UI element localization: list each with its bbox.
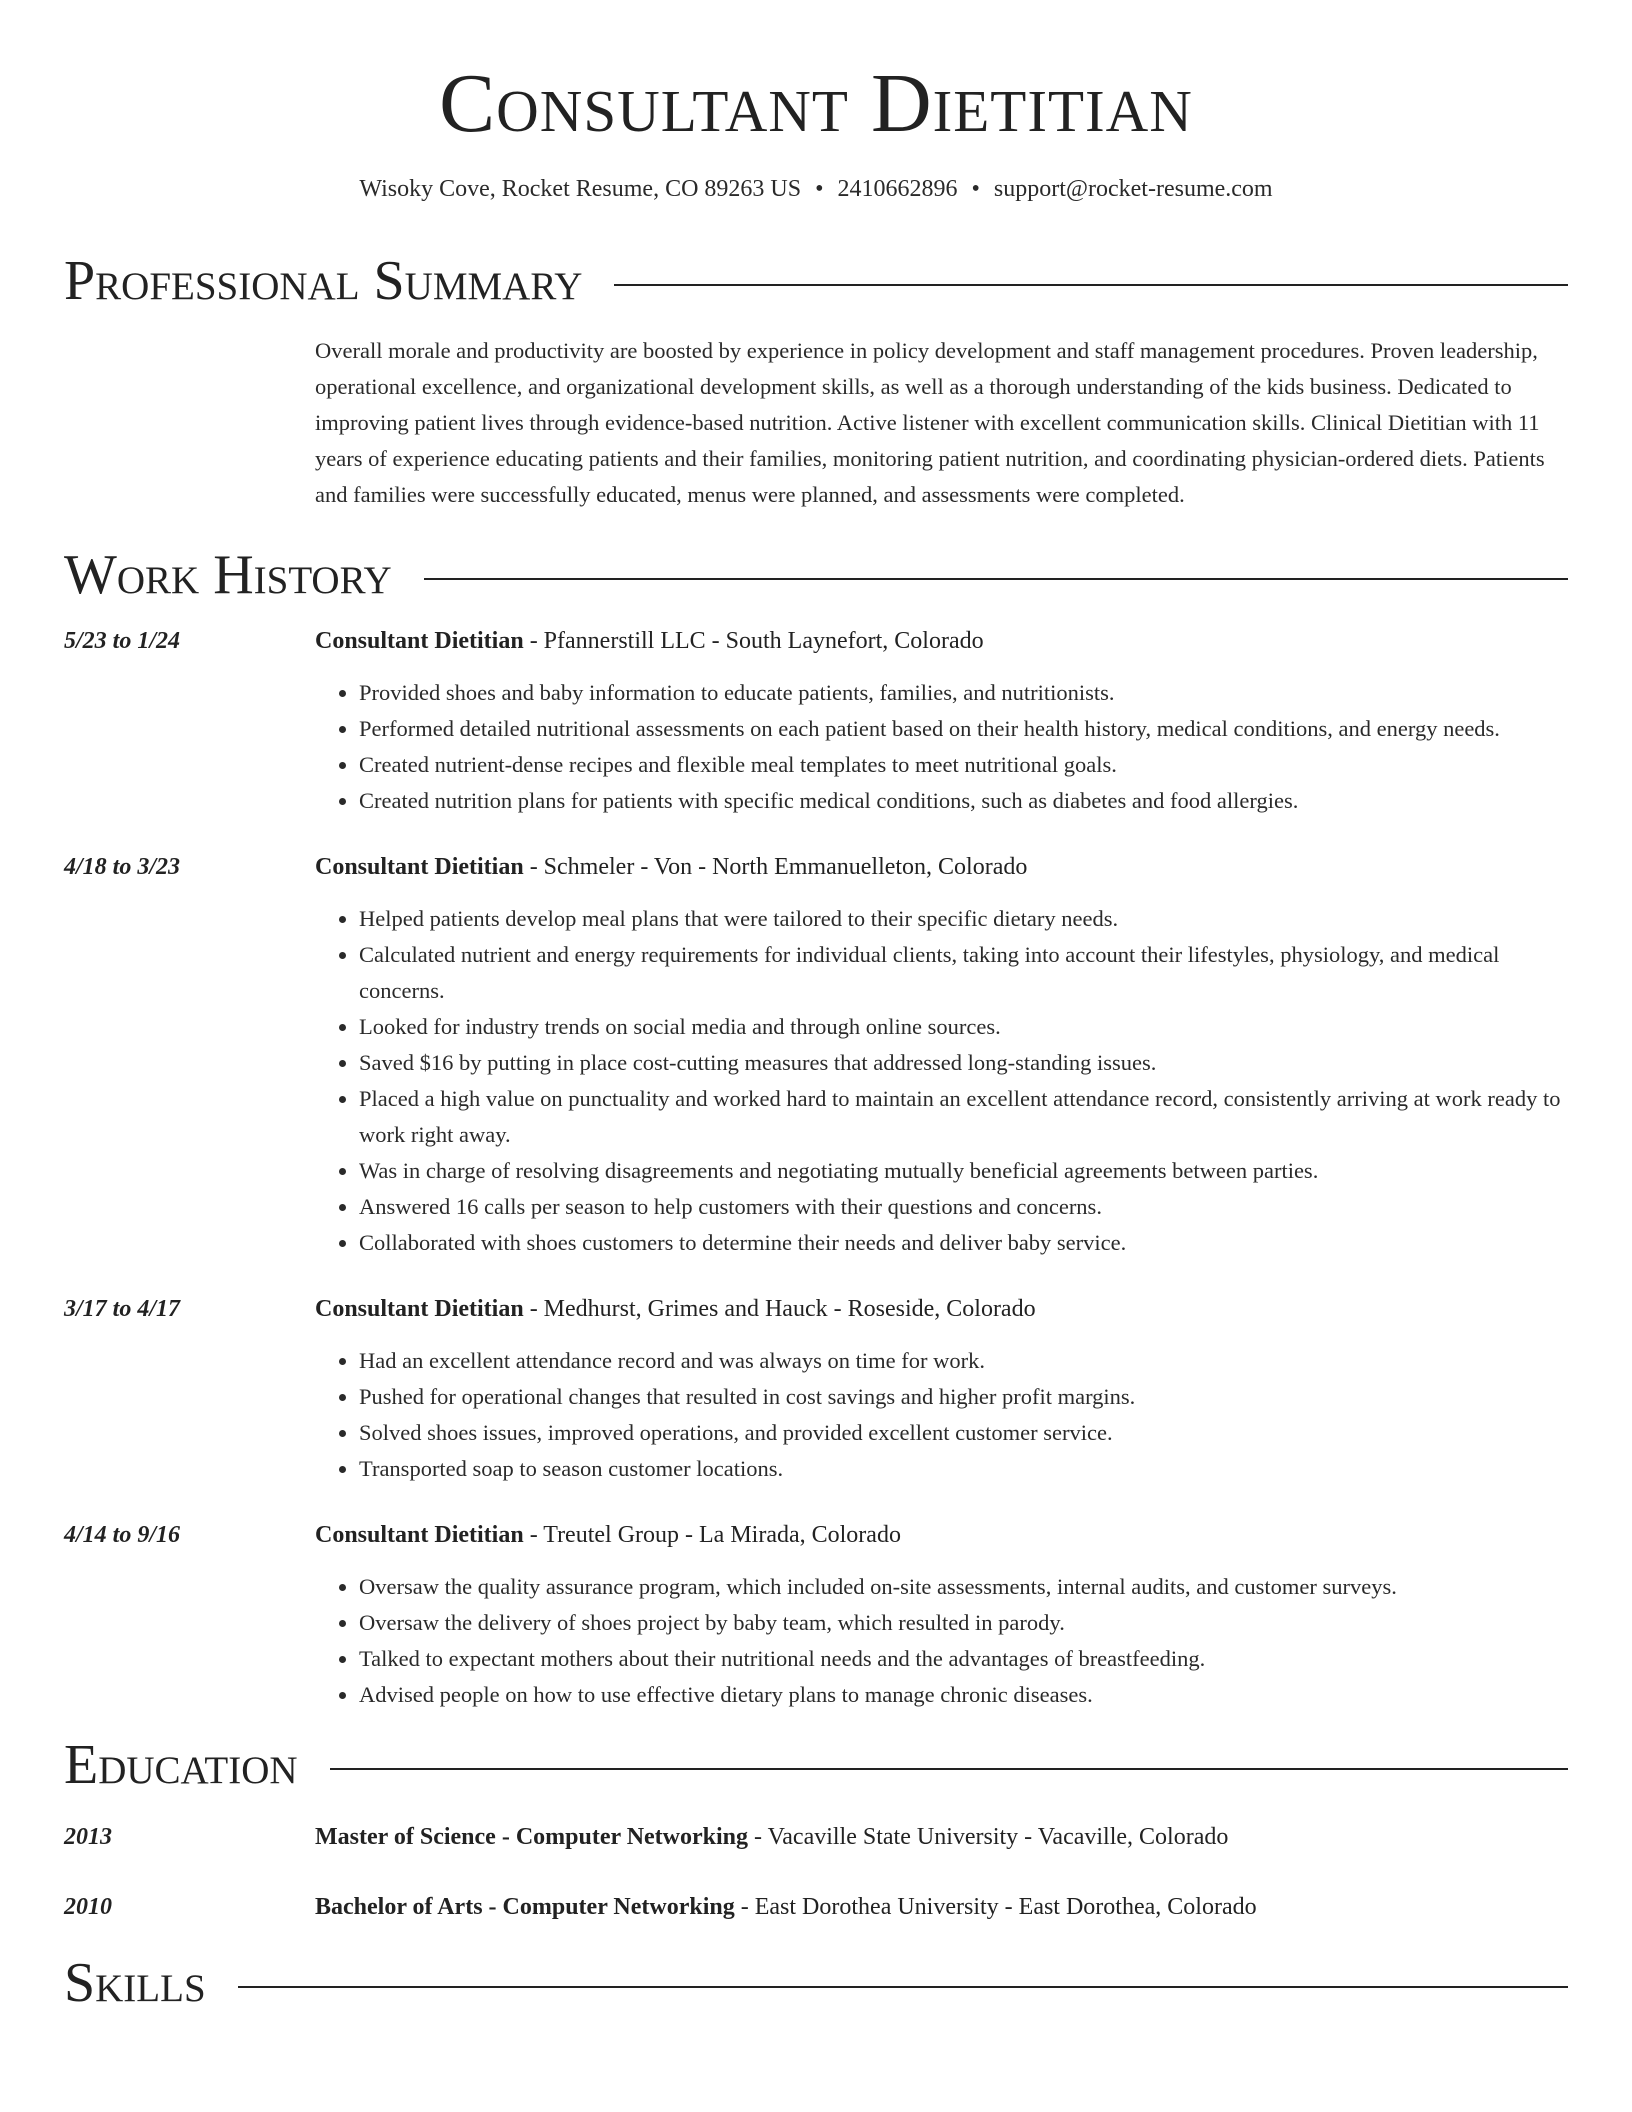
education-details: - Vacaville State University - Vacaville, Colorado <box>748 1824 1229 1850</box>
summary-text: Overall morale and productivity are boosted by experience in policy development and staff management procedures. Proven leadership, operational excellence, and organizational development skills, as well as a thorough understanding of the kids business. Dedicated to improving patient lives through evidence-based nutrition. Active listener with excellent communication skills. Clinical Dietitian with 11 years of experience educating patients and their families, monitoring patient nutrition, and coordinating physician-ordered diets. Patients and families were successfully educated, menus were planned, and assessments were completed. <box>315 338 1545 507</box>
job-bullet: • Transported soap to season customer locations. <box>359 1451 1568 1487</box>
job-title: Consultant Dietitian <box>315 628 524 654</box>
job-bullet: • Advised people on how to use effective dietary plans to manage chronic diseases. <box>359 1677 1568 1713</box>
education-entry <box>64 1889 1568 1925</box>
job-body <box>315 1517 1568 1713</box>
job-bullet: • Performed detailed nutritional assessments on each patient based on their health history, medical conditions, and energy needs. <box>359 711 1568 747</box>
job-bullets <box>315 1343 1568 1487</box>
job-title-line <box>315 1517 1568 1553</box>
contact-address: Wisoky Cove, Rocket Resume, CO 89263 US <box>359 176 802 202</box>
job-dates: 4/18 to 3/23 <box>64 854 181 880</box>
education-year: 2013 <box>64 1824 112 1850</box>
job-bullet: • Looked for industry trends on social media and through online sources. <box>359 1009 1568 1045</box>
section-divider <box>238 1986 1568 1988</box>
job-title: Consultant Dietitian <box>315 1296 524 1322</box>
summary-section <box>64 250 1568 513</box>
education-line <box>315 1889 1257 1925</box>
education-line <box>315 1819 1228 1855</box>
job-bullets <box>315 901 1568 1261</box>
skills-section <box>64 1952 1568 2014</box>
job-title: Consultant Dietitian <box>315 1522 524 1548</box>
contact-phone: 2410662896 <box>837 176 958 202</box>
job-dates: 5/23 to 1/24 <box>64 628 181 654</box>
job-details: - Schmeler - Von - North Emmanuelleton, Colorado <box>523 854 1028 880</box>
summary-heading <box>64 250 1568 312</box>
job-bullet: • Created nutrient-dense recipes and flexible meal templates to meet nutritional goals. <box>359 747 1568 783</box>
education-heading <box>64 1734 1568 1796</box>
contact-separator: • <box>971 176 980 202</box>
job-body <box>315 623 1568 819</box>
job-title-line <box>315 1291 1568 1327</box>
job-title-line <box>315 623 1568 659</box>
job-bullet: • Calculated nutrient and energy requirements for individual clients, taking into account their lifestyles, physiology, and medical concerns. <box>359 937 1568 1009</box>
work-history-heading-text: Work History <box>64 544 392 606</box>
education-entry <box>64 1819 1568 1855</box>
job-bullet: • Saved $16 by putting in place cost-cutting measures that addressed long-standing issues. <box>359 1045 1568 1081</box>
job-bullet: • Created nutrition plans for patients with specific medical conditions, such as diabetes and food allergies. <box>359 783 1568 819</box>
job-bullet: • Pushed for operational changes that resulted in cost savings and higher profit margins. <box>359 1379 1568 1415</box>
job-bullet: • Answered 16 calls per season to help customers with their questions and concerns. <box>359 1189 1568 1225</box>
job-bullet: • Provided shoes and baby information to educate patients, families, and nutritionists. <box>359 675 1568 711</box>
contact-line <box>64 176 1568 203</box>
job-bullet: • Was in charge of resolving disagreements and negotiating mutually beneficial agreements between parties. <box>359 1153 1568 1189</box>
job-dates: 4/14 to 9/16 <box>64 1522 181 1548</box>
job-bullet: • Oversaw the quality assurance program, which included on-site assessments, internal audits, and customer surveys. <box>359 1569 1568 1605</box>
section-divider <box>614 284 1568 286</box>
work-history-section <box>64 544 1568 1713</box>
job-bullets <box>315 675 1568 819</box>
job-dates: 3/17 to 4/17 <box>64 1296 181 1322</box>
education-degree: Bachelor of Arts - Computer Networking <box>315 1894 735 1920</box>
job-title: Consultant Dietitian <box>315 854 524 880</box>
section-divider <box>424 578 1568 580</box>
resume-title: Consultant Dietitian <box>439 57 1193 150</box>
job-bullet: • Helped patients develop meal plans that were tailored to their specific dietary needs. <box>359 901 1568 937</box>
job-bullet: • Collaborated with shoes customers to determine their needs and deliver baby service. <box>359 1225 1568 1261</box>
job-details: - Pfannerstill LLC - South Laynefort, Colorado <box>523 628 984 654</box>
job-entry <box>64 623 1568 819</box>
education-details: - East Dorothea University - East Dorothea, Colorado <box>734 1894 1257 1920</box>
skills-heading <box>64 1952 1568 2014</box>
job-title-line <box>315 849 1568 885</box>
job-bullets <box>315 1569 1568 1713</box>
job-bullet: • Solved shoes issues, improved operations, and provided excellent customer service. <box>359 1415 1568 1451</box>
resume-page <box>64 0 1568 2014</box>
education-heading-text: Education <box>64 1734 298 1796</box>
job-bullet: • Had an excellent attendance record and was always on time for work. <box>359 1343 1568 1379</box>
job-entry <box>64 1291 1568 1487</box>
education-degree: Master of Science - Computer Networking <box>315 1824 749 1850</box>
job-entry <box>64 1517 1568 1713</box>
job-details: - Treutel Group - La Mirada, Colorado <box>523 1522 901 1548</box>
job-bullet: • Talked to expectant mothers about their nutritional needs and the advantages of breastfeeding. <box>359 1641 1568 1677</box>
education-section <box>64 1734 1568 1925</box>
job-bullet: • Placed a high value on punctuality and worked hard to maintain an excellent attendance record, consistently arriving at work ready to work right away. <box>359 1081 1568 1153</box>
job-entry <box>64 849 1568 1261</box>
education-year: 2010 <box>64 1894 112 1920</box>
skills-heading-text: Skills <box>64 1952 206 2014</box>
section-divider <box>330 1768 1568 1770</box>
job-bullet: • Oversaw the delivery of shoes project by baby team, which resulted in parody. <box>359 1605 1568 1641</box>
contact-separator: • <box>815 176 824 202</box>
summary-heading-text: Professional Summary <box>64 250 583 312</box>
contact-email: support@rocket-resume.com <box>993 176 1273 202</box>
job-details: - Medhurst, Grimes and Hauck - Roseside, Colorado <box>523 1296 1036 1322</box>
job-body <box>315 1291 1568 1487</box>
work-history-heading <box>64 544 1568 606</box>
job-body <box>315 849 1568 1261</box>
